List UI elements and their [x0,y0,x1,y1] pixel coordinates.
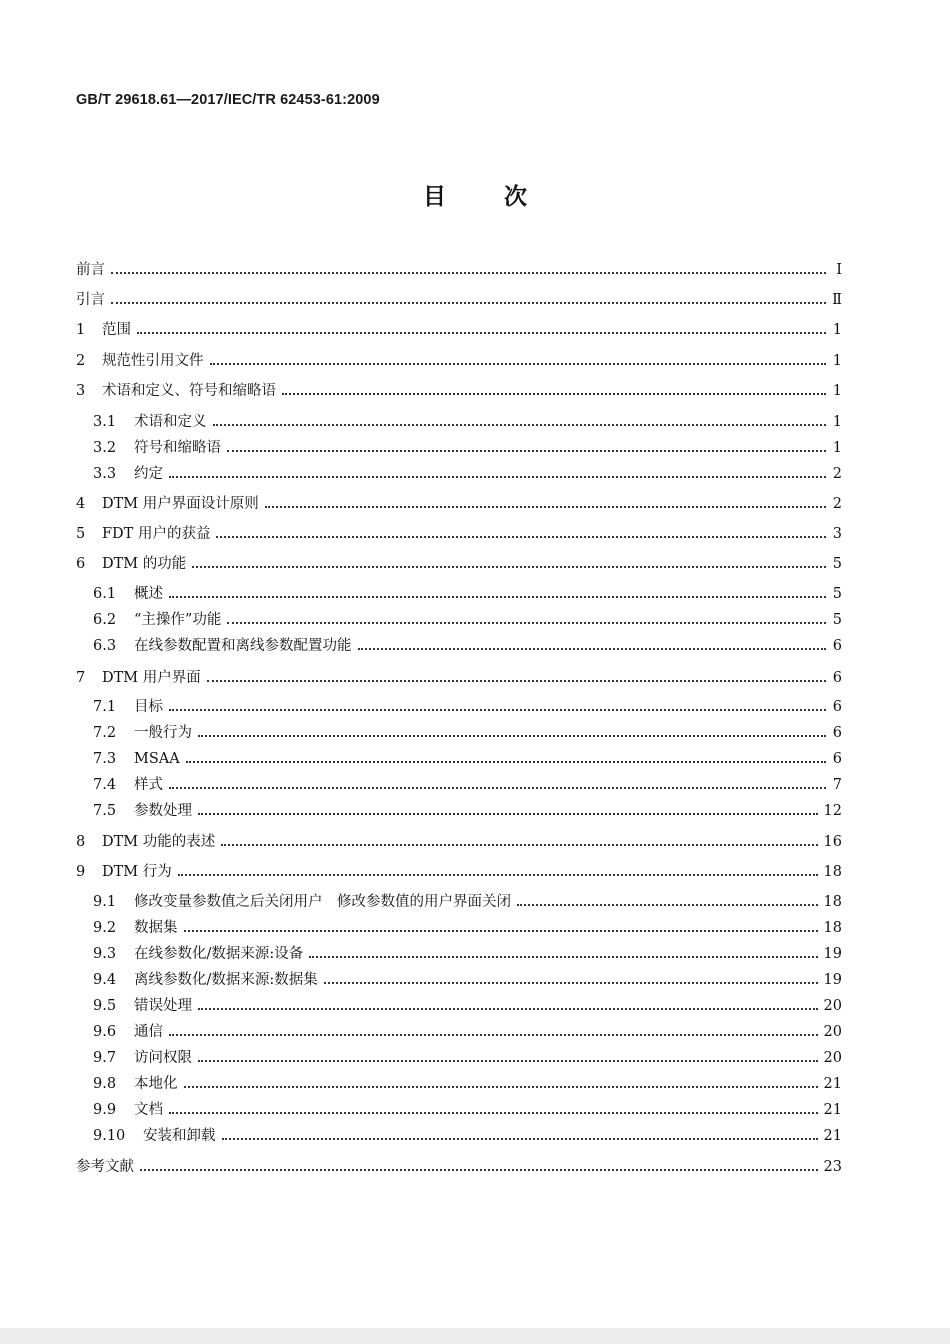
toc-entry-page: 18 [823,864,842,880]
toc-dot-leader [213,424,827,426]
toc-entry-label: 参考文献 [76,1159,134,1175]
toc-entry-number: 3.3 [93,466,117,482]
toc-dot-leader [169,709,826,711]
toc-entry-label: 引言 [76,292,105,308]
toc-entry-page: 19 [823,946,842,962]
toc-entry-page: 23 [823,1159,842,1175]
toc-dot-leader [186,761,826,763]
toc-entry-label: 文档 [134,1102,163,1118]
toc-entry-label: 离线参数化/数据来源:数据集 [134,972,318,988]
toc-entry[interactable] [76,1155,842,1177]
toc-entry-page: 7 [832,777,842,793]
toc-entry-number: 9.5 [93,998,117,1014]
toc-entry[interactable] [76,462,842,484]
toc-entry-page: Ⅰ [836,262,842,278]
toc-dot-leader [192,566,826,568]
toc-entry[interactable] [76,1098,842,1120]
toc-dot-leader [221,844,817,846]
toc-entry-label: 数据集 [134,920,178,936]
toc-dot-leader [198,735,826,737]
toc-entry[interactable] [76,942,842,964]
toc-entry-number: 1 [76,322,86,338]
standard-code-header: GB/T 29618.61—2017/IEC/TR 62453-61:2009 [76,92,380,108]
toc-entry[interactable] [76,436,842,458]
toc-entry-page: 5 [832,556,842,572]
page-title [0,178,950,211]
toc-entry-number: 3.1 [93,414,117,430]
toc-entry-number: 9.7 [93,1050,117,1066]
toc-entry-number: 7.4 [93,777,117,793]
toc-dot-leader [198,813,818,815]
toc-entry-number: 6 [76,556,86,572]
toc-entry-number: 7.2 [93,725,117,741]
toc-entry-page: 6 [832,670,842,686]
toc-entry-number: 9.2 [93,920,117,936]
toc-entry-page: 21 [823,1128,842,1144]
toc-entry-label: 概述 [134,586,163,602]
toc-entry-label: 通信 [134,1024,163,1040]
toc-entry[interactable] [76,666,842,688]
toc-dot-leader [309,956,817,958]
toc-entry[interactable] [76,747,842,769]
toc-entry-page: 21 [823,1102,842,1118]
toc-entry-page: 2 [832,496,842,512]
toc-entry[interactable] [76,1020,842,1042]
toc-entry-label: 在线参数化/数据来源:设备 [134,946,304,962]
toc-entry-label: 访问权限 [134,1050,192,1066]
toc-entry-label: MSAA [134,751,180,767]
toc-entry-number: 7.3 [93,751,117,767]
toc-dot-leader [184,1086,818,1088]
toc-entry-label: 范围 [102,322,131,338]
toc-entry[interactable] [76,410,842,432]
toc-entry-number: 7 [76,670,86,686]
toc-entry-label: 符号和缩略语 [134,440,221,456]
toc-entry-label: DTM 行为 [102,864,172,880]
toc-entry[interactable] [76,721,842,743]
toc-entry-label: 术语和定义、符号和缩略语 [102,383,276,399]
toc-entry-page: Ⅱ [832,292,842,308]
toc-entry-page: 20 [823,1050,842,1066]
toc-entry-number: 9.1 [93,894,117,910]
toc-entry-number: 9.9 [93,1102,117,1118]
toc-entry-label: DTM 功能的表述 [102,834,216,850]
toc-entry[interactable] [76,492,842,514]
toc-entry-number: 6.1 [93,586,117,602]
toc-entry-label: 一般行为 [134,725,192,741]
toc-entry-label: FDT 用户的获益 [102,526,211,542]
toc-entry-number: 7.5 [93,803,117,819]
toc-entry-label: 约定 [134,466,163,482]
toc-entry-number: 9.10 [93,1128,126,1144]
toc-entry[interactable] [76,890,842,912]
toc-entry-number: 9.4 [93,972,117,988]
toc-entry-label: 错误处理 [134,998,192,1014]
toc-entry-page: 16 [823,834,842,850]
toc-entry-page: 3 [832,526,842,542]
toc-entry-page: 6 [832,638,842,654]
toc-entry[interactable] [76,318,842,340]
toc-entry-number: 9.6 [93,1024,117,1040]
toc-dot-leader [169,1034,818,1036]
toc-entry-page: 1 [832,383,842,399]
toc-dot-leader [222,1138,818,1140]
toc-entry-label: 本地化 [134,1076,178,1092]
toc-entry-label: 参数处理 [134,803,192,819]
toc-entry[interactable] [76,379,842,401]
toc-entry-number: 4 [76,496,86,512]
toc-entry-number: 8 [76,834,86,850]
toc-entry-page: 5 [832,586,842,602]
toc-entry-number: 6.2 [93,612,117,628]
toc-dot-leader [198,1060,818,1062]
toc-entry-page: 1 [832,440,842,456]
toc-dot-leader [111,272,826,274]
page-title-char-1: 目 [423,183,446,210]
toc-entry[interactable] [76,1046,842,1068]
toc-entry-page: 19 [823,972,842,988]
toc-dot-leader [210,363,827,365]
toc-entry-number: 7.1 [93,699,117,715]
toc-entry-label: 在线参数配置和离线参数配置功能 [134,638,352,654]
toc-entry-page: 1 [832,322,842,338]
toc-entry-page: 6 [832,699,842,715]
toc-dot-leader [198,1008,818,1010]
toc-entry[interactable] [76,582,842,604]
toc-entry[interactable] [76,799,842,821]
toc-entry-label: 规范性引用文件 [102,353,204,369]
toc-entry-number: 9.3 [93,946,117,962]
toc-entry-page: 21 [823,1076,842,1092]
toc-entry-number: 3 [76,383,86,399]
toc-entry[interactable] [76,288,842,310]
toc-entry-page: 1 [832,353,842,369]
toc-entry[interactable] [76,860,842,882]
toc-entry-label: 目标 [134,699,163,715]
toc-entry[interactable] [76,258,842,280]
toc-entry-page: 18 [823,894,842,910]
toc-dot-leader [169,596,826,598]
toc-dot-leader [169,476,826,478]
toc-entry-number: 6.3 [93,638,117,654]
toc-entry[interactable] [76,830,842,852]
toc-entry[interactable] [76,968,842,990]
toc-dot-leader [216,536,826,538]
toc-entry-label: 安装和卸载 [143,1128,216,1144]
toc-dot-leader [324,982,818,984]
toc-dot-leader [207,680,826,682]
toc-entry[interactable] [76,608,842,630]
toc-dot-leader [227,450,826,452]
toc-entry-label: DTM 用户界面 [102,670,201,686]
toc-entry-label: 前言 [76,262,105,278]
toc-dot-leader [517,904,818,906]
scan-edge-band [0,1328,950,1344]
toc-entry-page: 6 [832,751,842,767]
toc-entry-number: 3.2 [93,440,117,456]
toc-entry[interactable] [76,695,842,717]
toc-entry-number: 9.8 [93,1076,117,1092]
toc-entry[interactable] [76,634,842,656]
toc-entry-page: 20 [823,1024,842,1040]
toc-dot-leader [137,332,826,334]
toc-entry-label: 术语和定义 [134,414,207,430]
toc-entry[interactable] [76,522,842,544]
toc-dot-leader [111,302,826,304]
toc-dot-leader [169,787,826,789]
toc-entry-label: DTM 用户界面设计原则 [102,496,259,512]
toc-entry[interactable] [76,552,842,574]
toc-entry-page: 5 [832,612,842,628]
toc-entry[interactable] [76,916,842,938]
toc-entry[interactable] [76,773,842,795]
toc-entry-page: 12 [823,803,842,819]
page-title-char-2: 次 [504,183,527,210]
toc-dot-leader [140,1169,818,1171]
toc-entry-label: “主操作”功能 [134,612,222,628]
toc-entry[interactable] [76,1072,842,1094]
toc-dot-leader [178,874,818,876]
toc-entry[interactable] [76,349,842,371]
toc-dot-leader [184,930,818,932]
toc-dot-leader [265,506,826,508]
toc-dot-leader [227,622,826,624]
toc-entry-number: 2 [76,353,86,369]
toc-entry[interactable] [76,1124,842,1146]
toc-entry-label: DTM 的功能 [102,556,187,572]
toc-entry[interactable] [76,994,842,1016]
toc-dot-leader [169,1112,818,1114]
toc-entry-page: 20 [823,998,842,1014]
toc-entry-number: 9 [76,864,86,880]
toc-entry-page: 18 [823,920,842,936]
toc-entry-number: 5 [76,526,86,542]
toc-entry-label: 样式 [134,777,163,793]
toc-dot-leader [282,393,826,395]
toc-entry-label: 修改变量参数值之后关闭用户 修改参数值的用户界面关闭 [134,894,511,910]
toc-entry-page: 6 [832,725,842,741]
toc-entry-page: 1 [832,414,842,430]
toc-entry-page: 2 [832,466,842,482]
toc-dot-leader [358,648,827,650]
